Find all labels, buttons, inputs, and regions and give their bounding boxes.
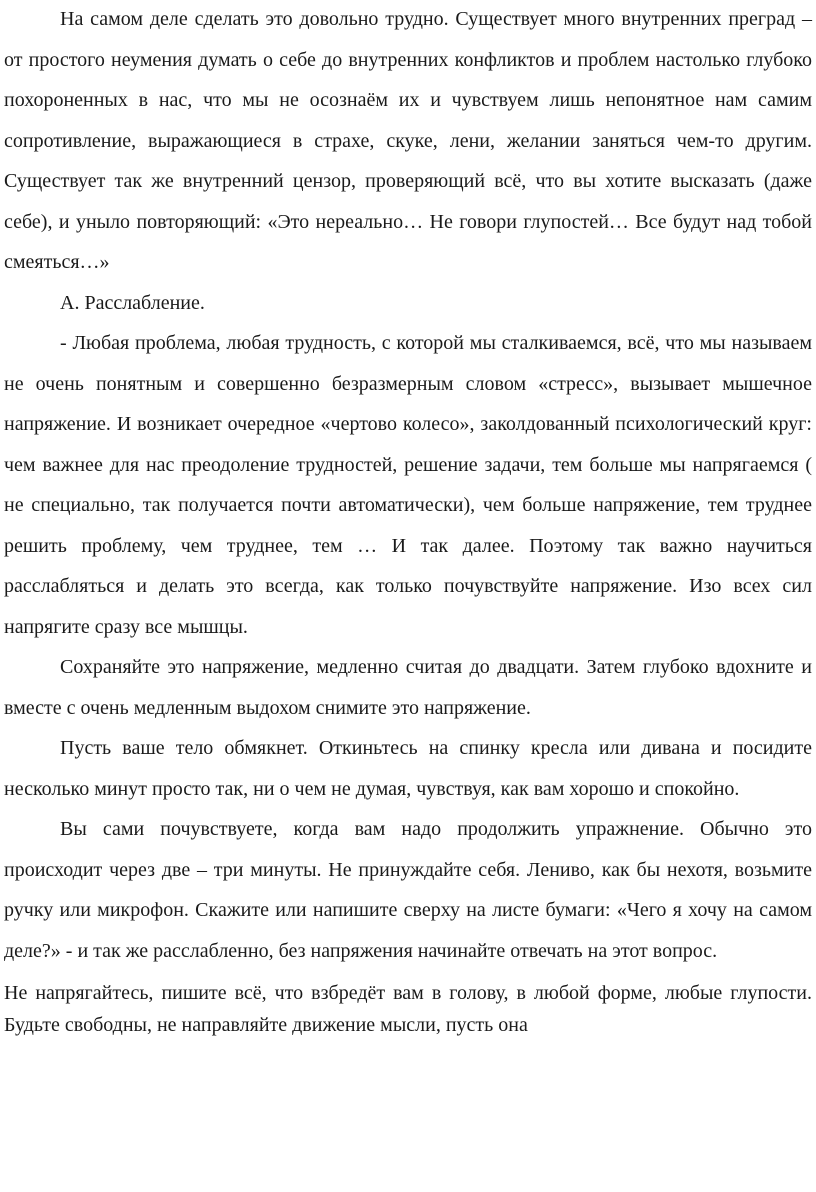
paragraph-write-freely: Не напрягайтесь, пишите всё, что взбредёт вам в голову, в любой форме, любые глупости. Будьте свободны, не направляйте движение мысли, пусть она	[4, 982, 812, 1036]
paragraph-stress-tension: - Любая проблема, любая трудность, с которой мы сталкиваемся, всё, что мы называем не очень понятным и совершенно безразмерным словом «стресс», вызывает мышечное напряжение. И возникает очередное «чертово колесо», заколдованный психологический круг: чем важнее для нас преодоление трудностей, решение задачи, тем больше мы напрягаемся ( не специально, так получается почти автоматически), чем больше напряжение, тем труднее решить проблему, чем труднее, тем … И так далее. Поэтому так важно научиться расслабляться и делать это всегда, как только почувствуйте напряжение. Изо всех сил напрягите сразу все мышцы.	[4, 332, 812, 638]
paragraph-continue-exercise: Вы сами почувствуете, когда вам надо продолжить упражнение. Обычно это происходит через две – три минуты. Не принуждайте себя. Лениво, как бы нехотя, возьмите ручку или микрофон. Скажите или напишите сверху на листе бумаги: «Чего я хочу на самом деле?» - и так же расслабленно, без напряжения начинайте отвечать на этот вопрос.	[4, 818, 812, 962]
paragraph-inner-barriers: На самом деле сделать это довольно трудно. Существует много внутренних преград – от простого неумения думать о себе до внутренних конфликтов и проблем настолько глубоко похороненных в нас, что мы не осознаём их и чувствуем лишь непонятное нам самим сопротивление, выражающиеся в страхе, скуке, лени, желании заняться чем-то другим. Существует так же внутренний цензор, проверяющий всё, что вы хотите высказать (даже себе), и уныло повторяющий: «Это нереально… Не говори глупостей… Все будут над тобой смеяться…»	[4, 8, 812, 273]
paragraph-relax-body: Пусть ваше тело обмякнет. Откиньтесь на спинку кресла или дивана и посидите несколько минут просто так, ни о чем не думая, чувствуя, как вам хорошо и спокойно.	[4, 737, 812, 800]
paragraph-hold-tension: Сохраняйте это напряжение, медленно считая до двадцати. Затем глубоко вдохните и вместе с очень медленным выдохом снимите это напряжение.	[4, 656, 812, 719]
section-heading-relaxation: А. Расслабление.	[60, 291, 205, 314]
